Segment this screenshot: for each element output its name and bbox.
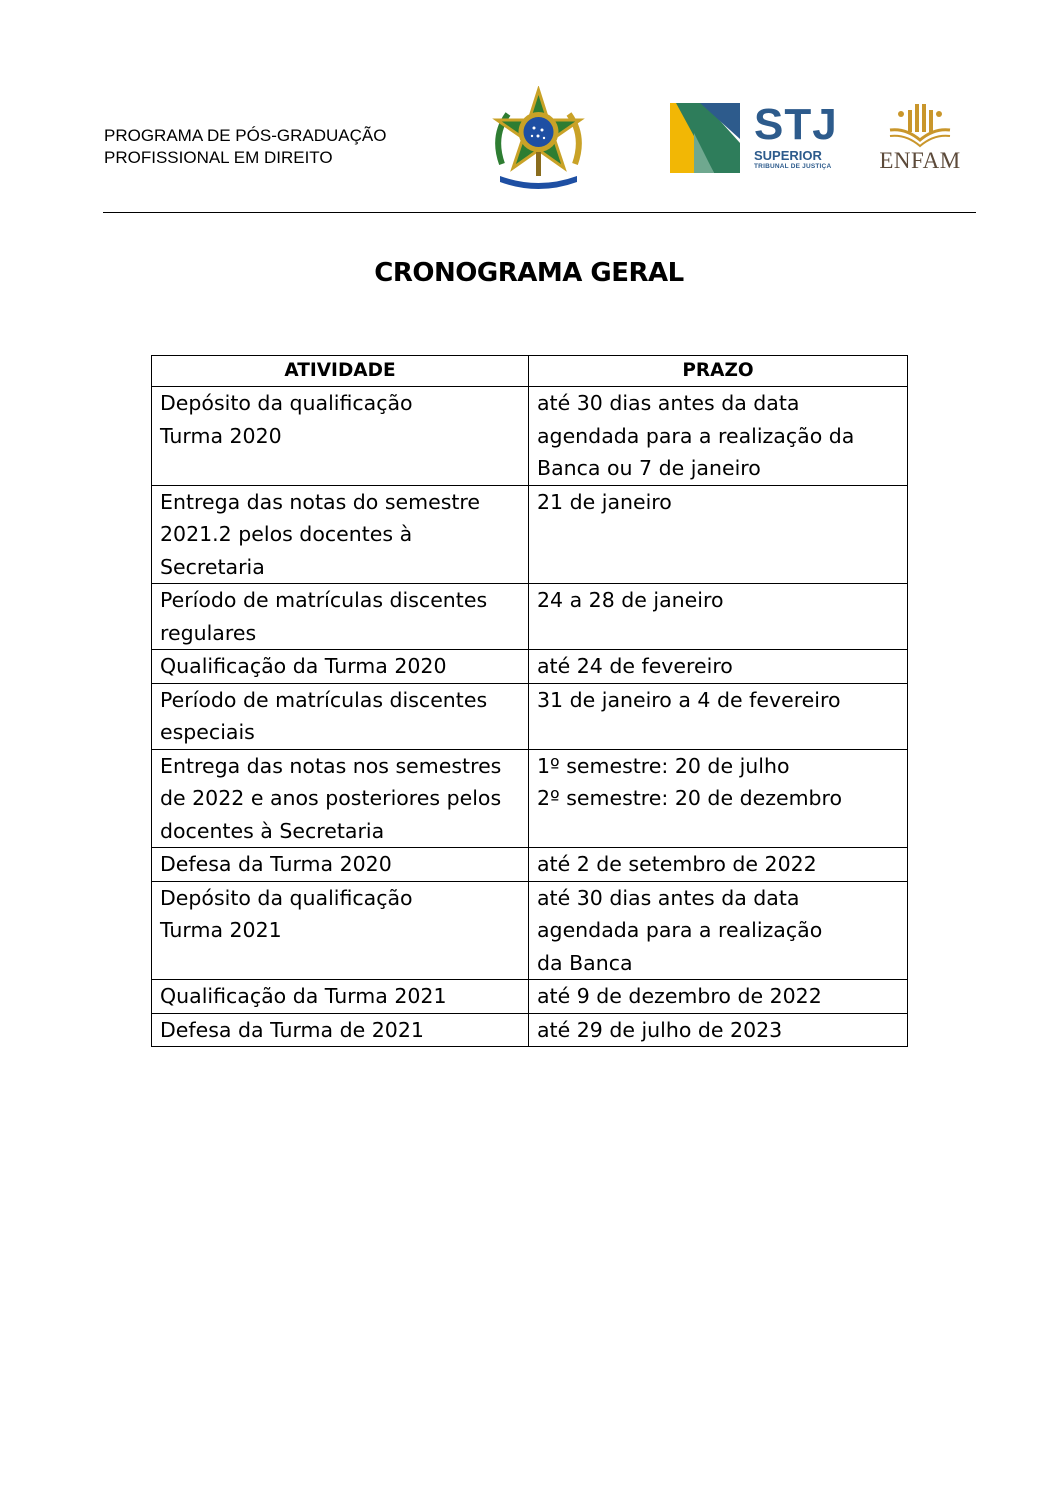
atividade-line: Entrega das notas do semestre [160,489,481,514]
table-header-row [152,356,908,387]
stj-mark-icon [670,103,740,173]
column-header-atividade: ATIVIDADE [152,356,529,387]
table-row [152,749,908,848]
prazo-cell [529,387,908,486]
atividade-cell [152,980,529,1014]
prazo-cell [529,980,908,1014]
atividade-line: especiais [160,720,255,744]
program-name [104,125,386,169]
column-header-prazo: PRAZO [529,356,908,387]
prazo-line: Banca ou 7 de janeiro [537,456,761,480]
prazo-line: até 30 dias antes da data [537,391,800,415]
table-row [152,980,908,1014]
atividade-cell [152,1013,529,1047]
program-line-1: PROGRAMA DE PÓS-GRADUAÇÃO [104,126,387,145]
atividade-cell [152,881,529,980]
atividade-line: de 2022 e anos posteriores pelos [160,786,502,810]
atividade-line: Defesa da Turma de 2021 [160,1017,424,1042]
atividade-cell [152,683,529,749]
atividade-cell [152,485,529,584]
prazo-line: 1º semestre: 20 de julho [537,753,790,778]
atividade-line: Depósito da qualificação [160,885,413,910]
prazo-line: agendada para a realização da [537,423,855,448]
prazo-cell [529,683,908,749]
prazo-line: até 30 dias antes da data [537,885,800,910]
table-row [152,683,908,749]
atividade-line: Qualificação da Turma 2020 [160,654,447,678]
prazo-line: 31 de janeiro a 4 de fevereiro [537,687,841,712]
prazo-line: 24 a 28 de janeiro [537,588,724,612]
prazo-line: até 29 de julho de 2023 [537,1017,783,1042]
enfam-book-icon [872,100,968,148]
prazo-cell [529,848,908,882]
atividade-line: regulares [160,620,257,645]
atividade-cell [152,584,529,650]
atividade-line: Depósito da qualificação [160,391,413,415]
enfam-logo [872,100,968,180]
prazo-cell [529,584,908,650]
enfam-logo-text: ENFAM [879,148,961,173]
atividade-line: Qualificação da Turma 2021 [160,984,447,1008]
prazo-line: até 24 de fevereiro [537,654,733,678]
atividade-line: 2021.2 pelos docentes à [160,522,413,546]
atividade-line: Secretaria [160,554,265,579]
table-row [152,387,908,486]
prazo-line: agendada para a realização [537,918,823,942]
atividade-cell [152,848,529,882]
atividade-line: Turma 2021 [160,918,282,942]
stj-logo [670,100,838,175]
table-row [152,881,908,980]
stj-logo-small: TRIBUNAL DE JUSTIÇA [754,163,832,170]
prazo-line: 21 de janeiro [537,489,672,514]
prazo-line: 2º semestre: 20 de dezembro [537,786,843,810]
page-title: CRONOGRAMA GERAL [374,258,684,288]
atividade-line: Defesa da Turma 2020 [160,852,392,876]
schedule-table [151,355,908,1047]
prazo-cell [529,1013,908,1047]
atividade-line: docentes à Secretaria [160,818,385,843]
prazo-cell [529,881,908,980]
table-row [152,1013,908,1047]
table-row [152,848,908,882]
atividade-line: Período de matrículas discentes [160,588,488,612]
header-divider [103,212,976,213]
atividade-cell [152,650,529,684]
prazo-cell [529,650,908,684]
prazo-line: até 9 de dezembro de 2022 [537,984,822,1008]
table-row [152,650,908,684]
prazo-cell [529,485,908,584]
atividade-line: Período de matrículas discentes [160,687,488,712]
atividade-line: Entrega das notas nos semestres [160,753,502,778]
program-line-2: PROFISSIONAL EM DIREITO [104,148,333,167]
stj-logo-big: STJ [754,100,838,149]
atividade-cell [152,387,529,486]
table-row [152,485,908,584]
brazil-coat-of-arms-icon [482,86,595,196]
table-row [152,584,908,650]
atividade-cell [152,749,529,848]
prazo-line: até 2 de setembro de 2022 [537,852,817,876]
prazo-cell [529,749,908,848]
prazo-line: da Banca [537,950,633,975]
atividade-line: Turma 2020 [160,423,282,448]
stj-logo-sub: SUPERIOR [754,148,822,163]
